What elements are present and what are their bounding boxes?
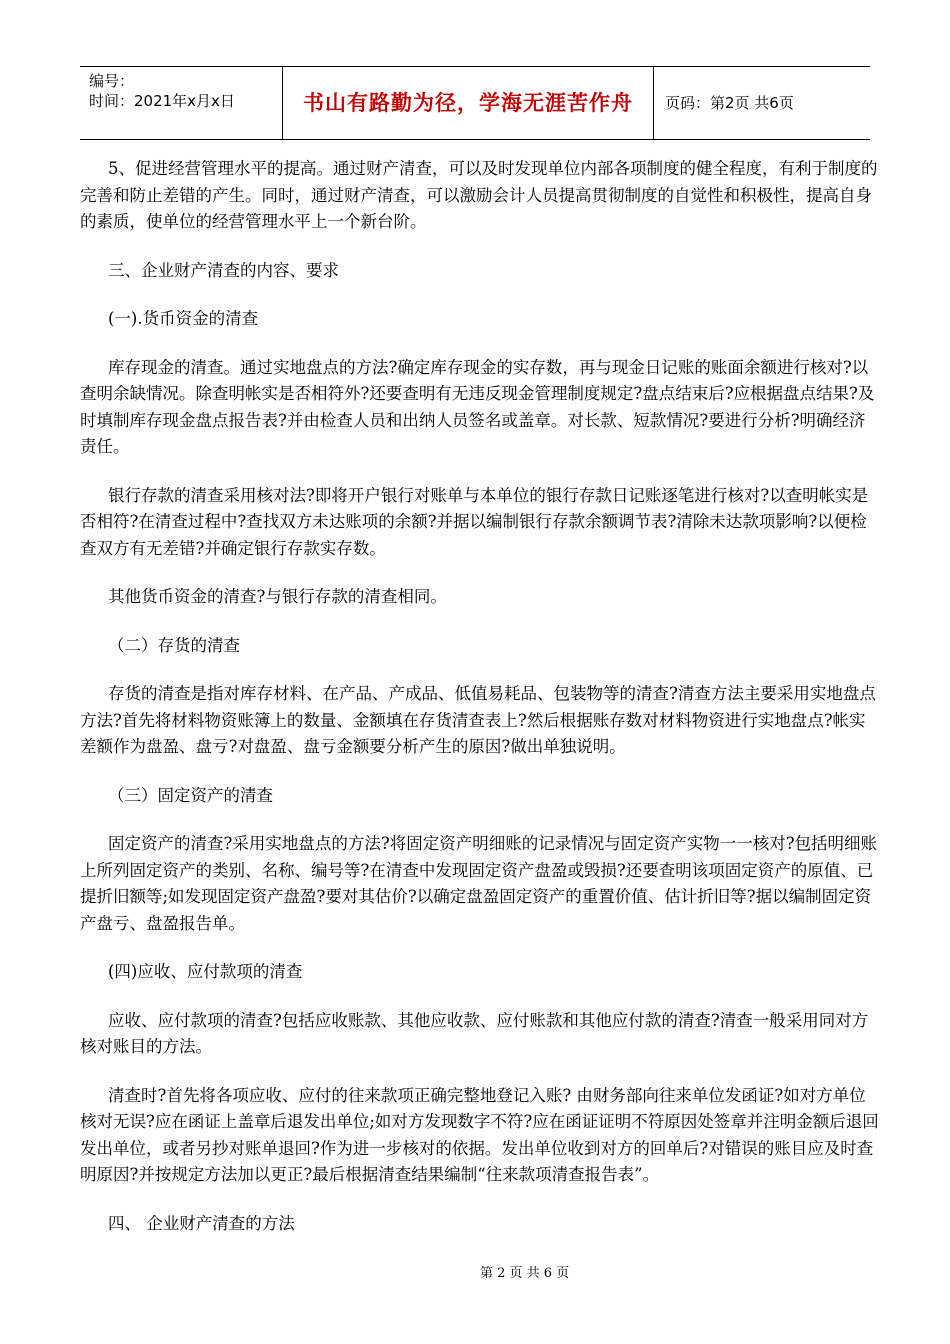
subsection-heading: （三）固定资产的清查 (108, 785, 273, 805)
paragraph: 存货的清查是指对库存材料、在产品、产成品、低值易耗品、包装物等的清查?清查方法主要采用实地盘点方法?首先将材料物资账簿上的数量、金额填在存货清查表上?然后根据账存数对材料物资进行实地盘点?帐实差额作为盘盈、盘亏?对盘盈、盘亏金额要分析产生的原因?做出单独说明。 (80, 684, 876, 756)
paragraph: 应收、应付款项的清查?包括应收账款、其他应收款、应付账款和其他应付款的清查?清查一般采用同对方核对账目的方法。 (80, 1010, 869, 1056)
paragraph: 5、促进经营管理水平的提高。通过财产清查，可以及时发现单位内部各项制度的健全程度，有利于制度的完善和防止差错的产生。同时，通过财产清查，可以激励会计人员提高贯彻制度的自觉性和积极性，提高自身的素质，使单位的经营管理水平上一个新台阶。 (80, 159, 878, 231)
paragraph: 固定资产的清查?采用实地盘点的方法?将固定资产明细账的记录情况与固定资产实物一一核对?包括明细账上所列固定资产的类别、名称、编号等?在清查中发现固定资产盘盈或毁损?还要查明该项固定资产的原值、已提折旧额等;如发现固定资产盘盈?要对其估价?以确定盘盈固定资产的重置价值、估计折旧等?据以编制固定资产盘亏、盘盈报告单。 (80, 834, 878, 933)
header-motto: 书山有路勤为径，学海无涯苦作舟 (303, 91, 633, 115)
paragraph: 清查时?首先将各项应收、应付的往来款项正确完整地登记入账? 由财务部向往来单位发函证?如对方单位核对无误?应在函证上盖章后退发出单位;如对方发现数字不符?应在函证证明不符原因处签章并注明金额后退回发出单位，或者另抄对账单退回?作为进一步核对的依据。发出单位收到对方的回单后?对错误的账目应及时查明原因?并按规定方法加以更正?最后根据清查结果编制“往来款项清查报告表”。 (80, 1085, 879, 1184)
paragraph: 银行存款的清查采用核对法?即将开户银行对账单与本单位的银行存款日记账逐笔进行核对?以查明帐实是否相符?在清查过程中?查找双方未达账项的余额?并据以编制银行存款余额调节表?清除未达款项影响?以便检查双方有无差错?并确定银行存款实存数。 (80, 485, 869, 558)
header-meta (89, 71, 235, 111)
header-divider (653, 67, 654, 139)
subsection-heading: (一).货币资金的清查 (108, 309, 259, 328)
header-page-number: 页码：第2页 共6页 (665, 94, 794, 112)
subsection-heading: （二）存货的清查 (108, 635, 240, 655)
page-footer: 第 2 页 共 6 页 (480, 1266, 570, 1281)
subsection-heading: (四)应收、应付款项的清查 (108, 962, 303, 981)
paragraph: 库存现金的清查。通过实地盘点的方法?确定库存现金的实存数，再与现金日记账的账面余额进行核对?以查明余缺情况。除查明帐实是否相符外?还要查明有无违反现金管理制度规定?盘点结束后?应根据盘点结果?及时填制库存现金盘点报告表?并由检查人员和出纳人员签名或盖章。对长款、短款情况?要进行分析?明确经济责任。 (80, 357, 875, 456)
document-body (80, 156, 880, 1237)
page-header (80, 66, 870, 140)
section-heading: 三、企业财产清查的内容、要求 (108, 260, 339, 280)
document-time-label: 时间：2021年x月x日 (89, 92, 235, 110)
paragraph: 其他货币资金的清查?与银行存款的清查相同。 (108, 587, 447, 606)
section-heading: 四、 企业财产清查的方法 (108, 1213, 295, 1233)
document-number-label: 编号： (89, 72, 135, 90)
